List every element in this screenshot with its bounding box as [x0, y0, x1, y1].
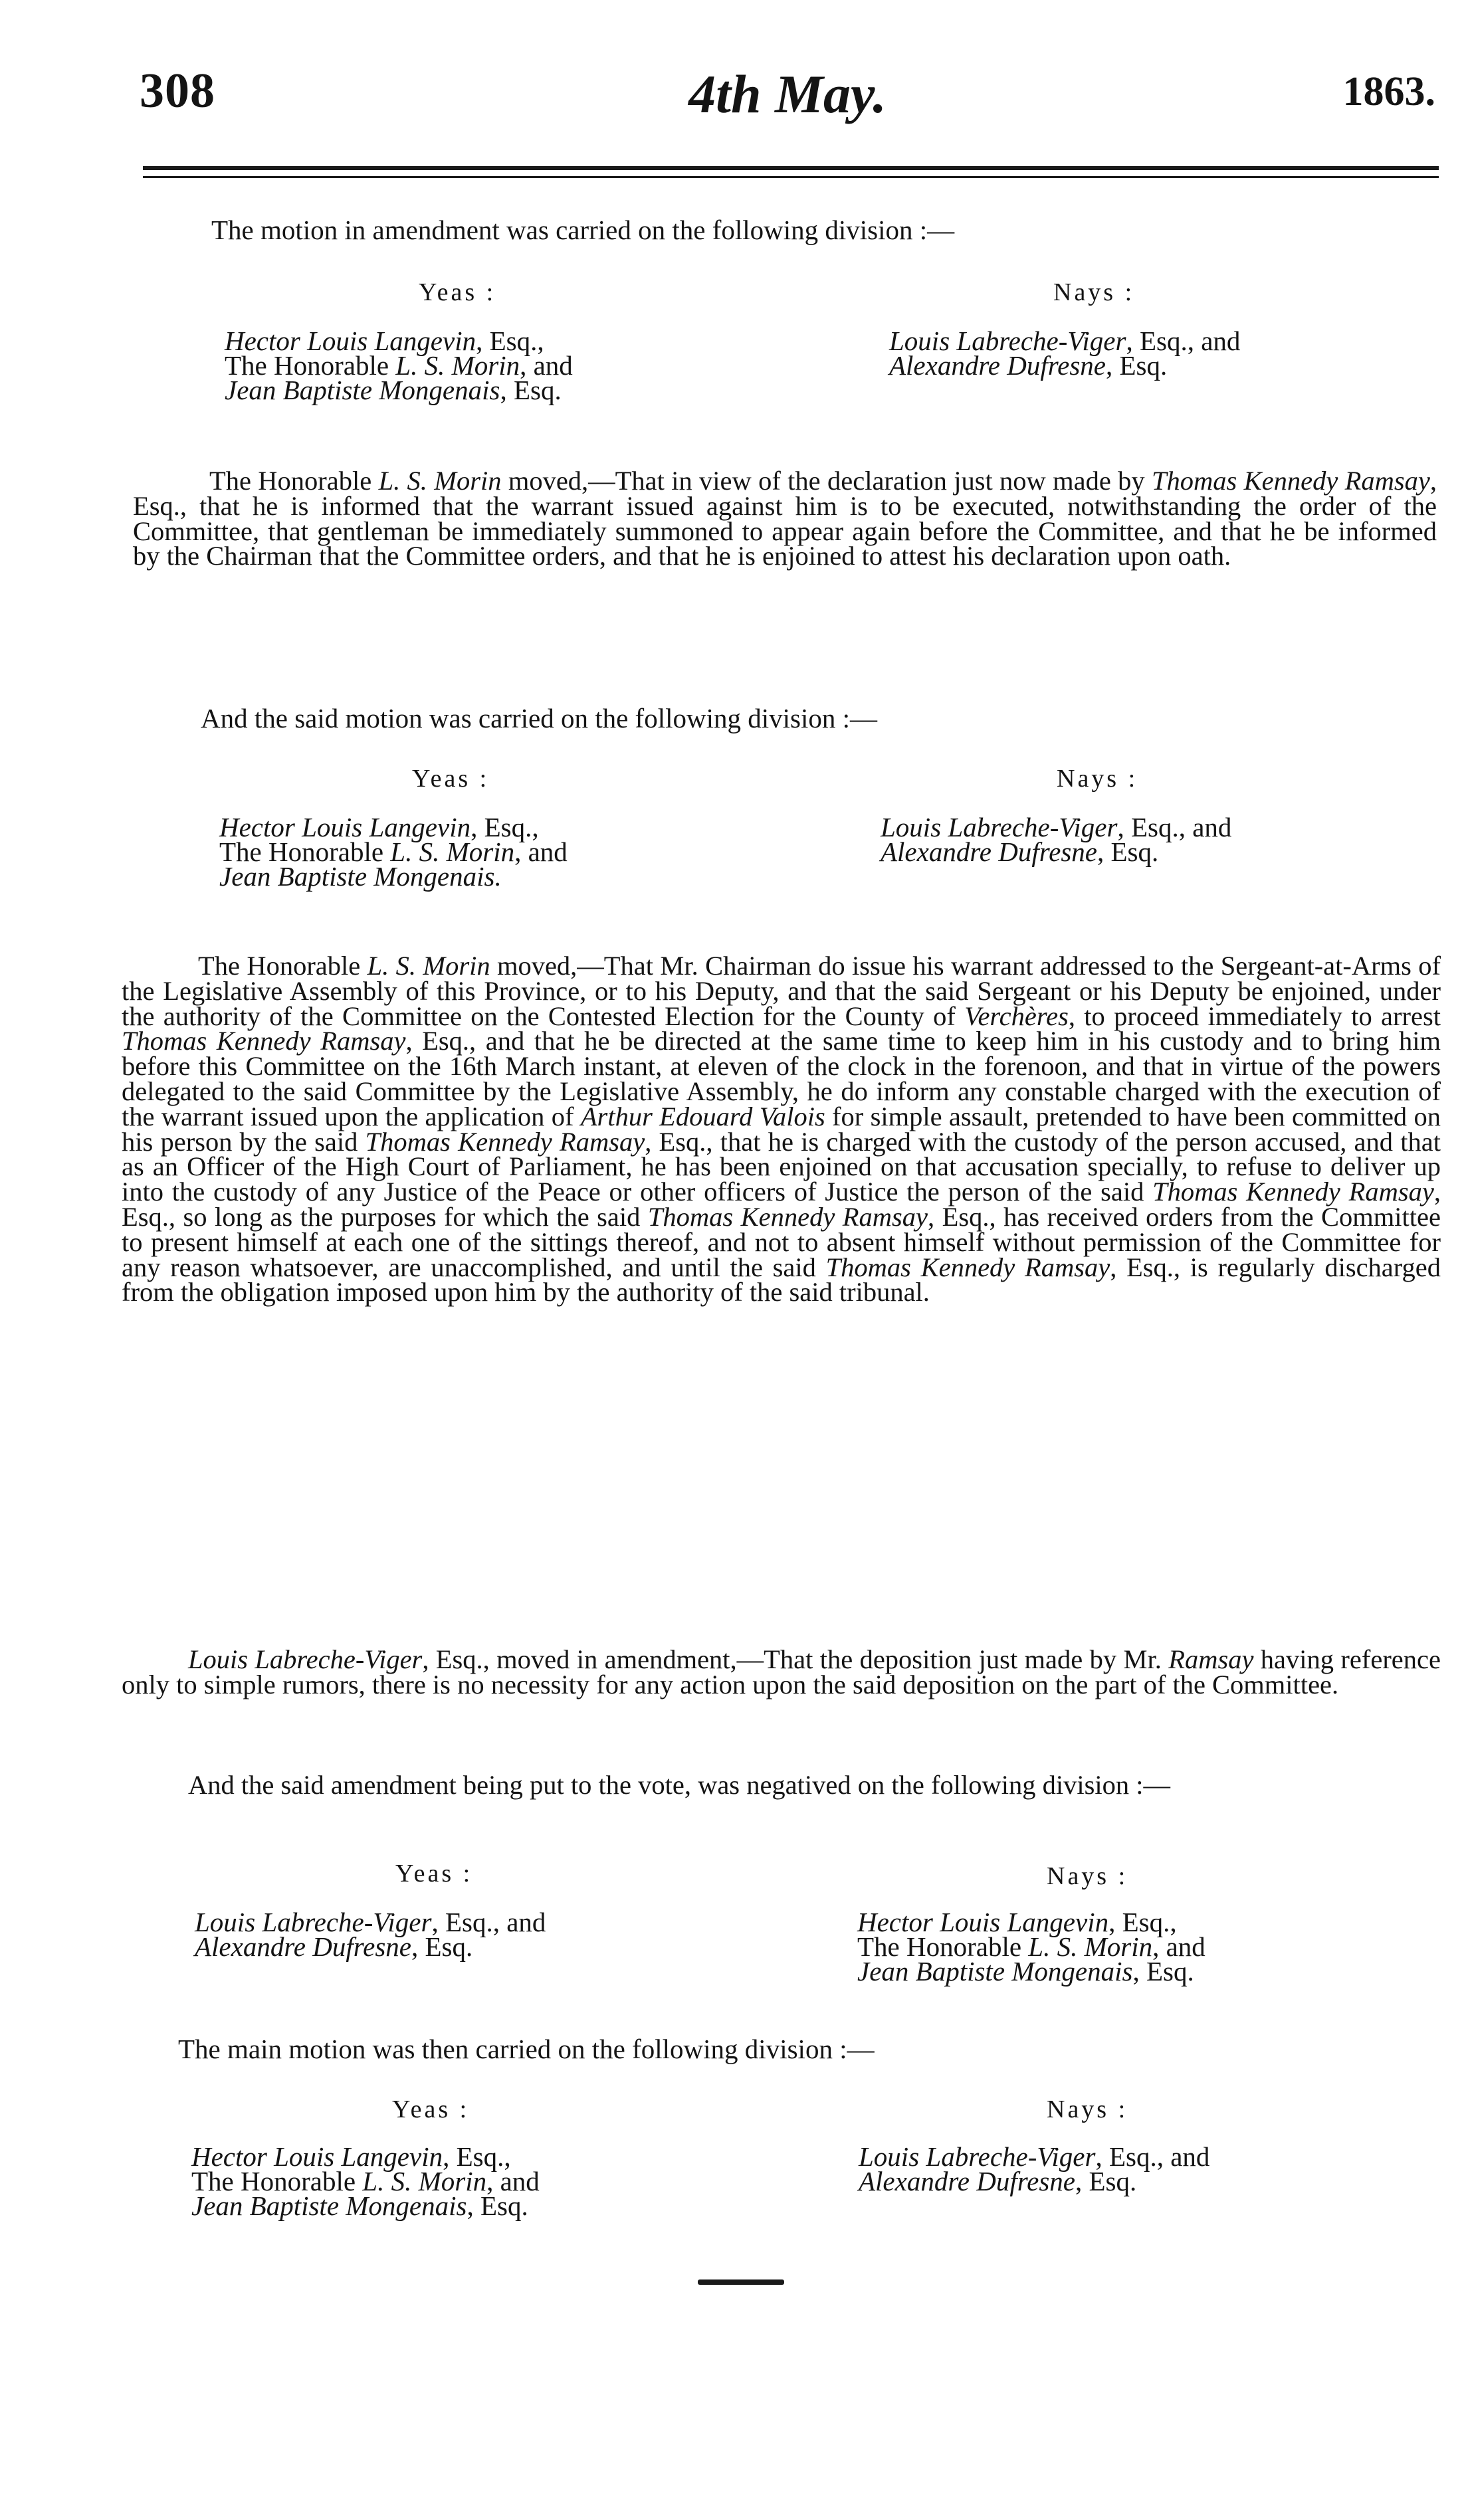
yeas-heading: Yeas : [392, 2095, 470, 2123]
member-name: Alexandre Dufresne, Esq. [881, 836, 1159, 867]
member-name: Jean Baptiste Mongenais, Esq. [225, 375, 562, 405]
page-number: 308 [140, 64, 215, 118]
header-year: 1863. [1342, 69, 1435, 114]
member-name: Hector Louis Langevin, Esq., [857, 1907, 1177, 1937]
page-header [140, 63, 1435, 136]
header-rule-thin [143, 176, 1439, 178]
motion-paragraph: The Honorable L. S. Morin moved,—That in view of the declaration just now made by Thomas Kennedy Ramsay, Esq., that he is informed that the warrant issued against him is to be executed, notwithstanding the order of the Committee, that gentleman be immediately summoned to appear again before the Committee, and that he be informed by the Chairman that the Committee orders, and that he is enjoined to attest his declaration upon oath. [133, 466, 1437, 571]
nays-heading: Nays : [1053, 278, 1135, 306]
member-name: Louis Labreche-Viger, Esq., and [859, 2141, 1210, 2172]
member-name: The Honorable L. S. Morin, and [857, 1931, 1205, 1962]
division-intro: The main motion was then carried on the following division :— [178, 2034, 875, 2064]
member-name: Alexandre Dufresne, Esq. [889, 350, 1168, 381]
yeas-heading: Yeas : [412, 765, 490, 793]
nays-heading: Nays : [1057, 765, 1138, 793]
member-name: Alexandre Dufresne, Esq. [195, 1931, 473, 1962]
member-name: Louis Labreche-Viger, Esq., and [195, 1907, 546, 1937]
yeas-list [195, 1907, 546, 1962]
member-name: Louis Labreche-Viger, Esq., and [889, 326, 1241, 356]
vote-paragraph: And the said amendment being put to the vote, was negatived on the following division :— [188, 1770, 1170, 1800]
nays-list [881, 812, 1232, 867]
member-name: Hector Louis Langevin, Esq., [191, 2141, 511, 2172]
member-name: The Honorable L. S. Morin, and [191, 2166, 540, 2196]
nays-heading: Nays : [1047, 2095, 1128, 2123]
division-intro: The motion in amendment was carried on the following division :— [211, 215, 955, 245]
member-name: Hector Louis Langevin, Esq., [219, 812, 539, 842]
end-divider [698, 2279, 784, 2285]
member-name: The Honorable L. S. Morin, and [219, 836, 568, 867]
header-date: 4th May. [688, 64, 887, 124]
header-rule-thick [143, 166, 1439, 170]
yeas-heading: Yeas : [419, 278, 496, 306]
member-name: Jean Baptiste Mongenais, Esq. [191, 2190, 528, 2221]
nays-list [857, 1907, 1205, 1987]
amendment-paragraph: Louis Labreche-Viger, Esq., moved in amendment,—That the deposition just made by Mr. Ramsay having reference only to simple rumors, there is no necessity for any action upon the said deposition on the part of the Committee. [122, 1644, 1441, 1699]
member-name: Jean Baptiste Mongenais, Esq. [857, 1956, 1194, 1987]
motion-paragraph: The Honorable L. S. Morin moved,—That Mr. Chairman do issue his warrant addressed to the Sergeant-at-Arms of the Legislative Assembly of this Province, or to his Deputy, and that the said Sergeant or his Deputy be enjoined, under the authority of the Committee on the Contested Election for the County of Verchères, to proceed immediately to arrest Thomas Kennedy Ramsay, Esq., and that he be directed at the same time to keep him in his custody and to bring him before this Committee on the 16th March instant, at eleven of the clock in the forenoon, and that in virtue of the powers delegated to the said Committee by the Legislative Assembly, he do inform any constable charged with the execution of the warrant issued upon the application of Arthur Edouard Valois for simple assault, pretended to have been committed on his person by the said Thomas Kennedy Ramsay, Esq., that he is charged with the custody of the person accused, and that as an Officer of the High Court of Parliament, he has been enjoined on that accusation specially, to refuse to deliver up into the custody of any Justice of the Peace or other officers of Justice the person of the said Thomas Kennedy Ramsay, Esq., so long as the purposes for which the said Thomas Kennedy Ramsay, Esq., has received orders from the Committee to present himself at each one of the sittings thereof, and not to absent himself without permission of the Committee for any reason whatsoever, are unaccomplished, and until the said Thomas Kennedy Ramsay, Esq., is regularly discharged from the obligation imposed upon him by the authority of the said tribunal. [122, 951, 1441, 1308]
yeas-list [191, 2141, 540, 2221]
member-name: The Honorable L. S. Morin, and [225, 350, 573, 381]
member-name: Alexandre Dufresne, Esq. [859, 2166, 1137, 2196]
nays-list [859, 2141, 1210, 2196]
member-name: Louis Labreche-Viger, Esq., and [881, 812, 1232, 842]
member-name: Jean Baptiste Mongenais. [219, 861, 502, 892]
yeas-list [219, 812, 568, 892]
yeas-heading: Yeas : [395, 1860, 473, 1888]
member-name: Hector Louis Langevin, Esq., [225, 326, 544, 356]
yeas-list [225, 326, 573, 405]
nays-heading: Nays : [1047, 1862, 1128, 1890]
nays-list [889, 326, 1241, 381]
division-intro: And the said motion was carried on the following division :— [201, 703, 878, 733]
